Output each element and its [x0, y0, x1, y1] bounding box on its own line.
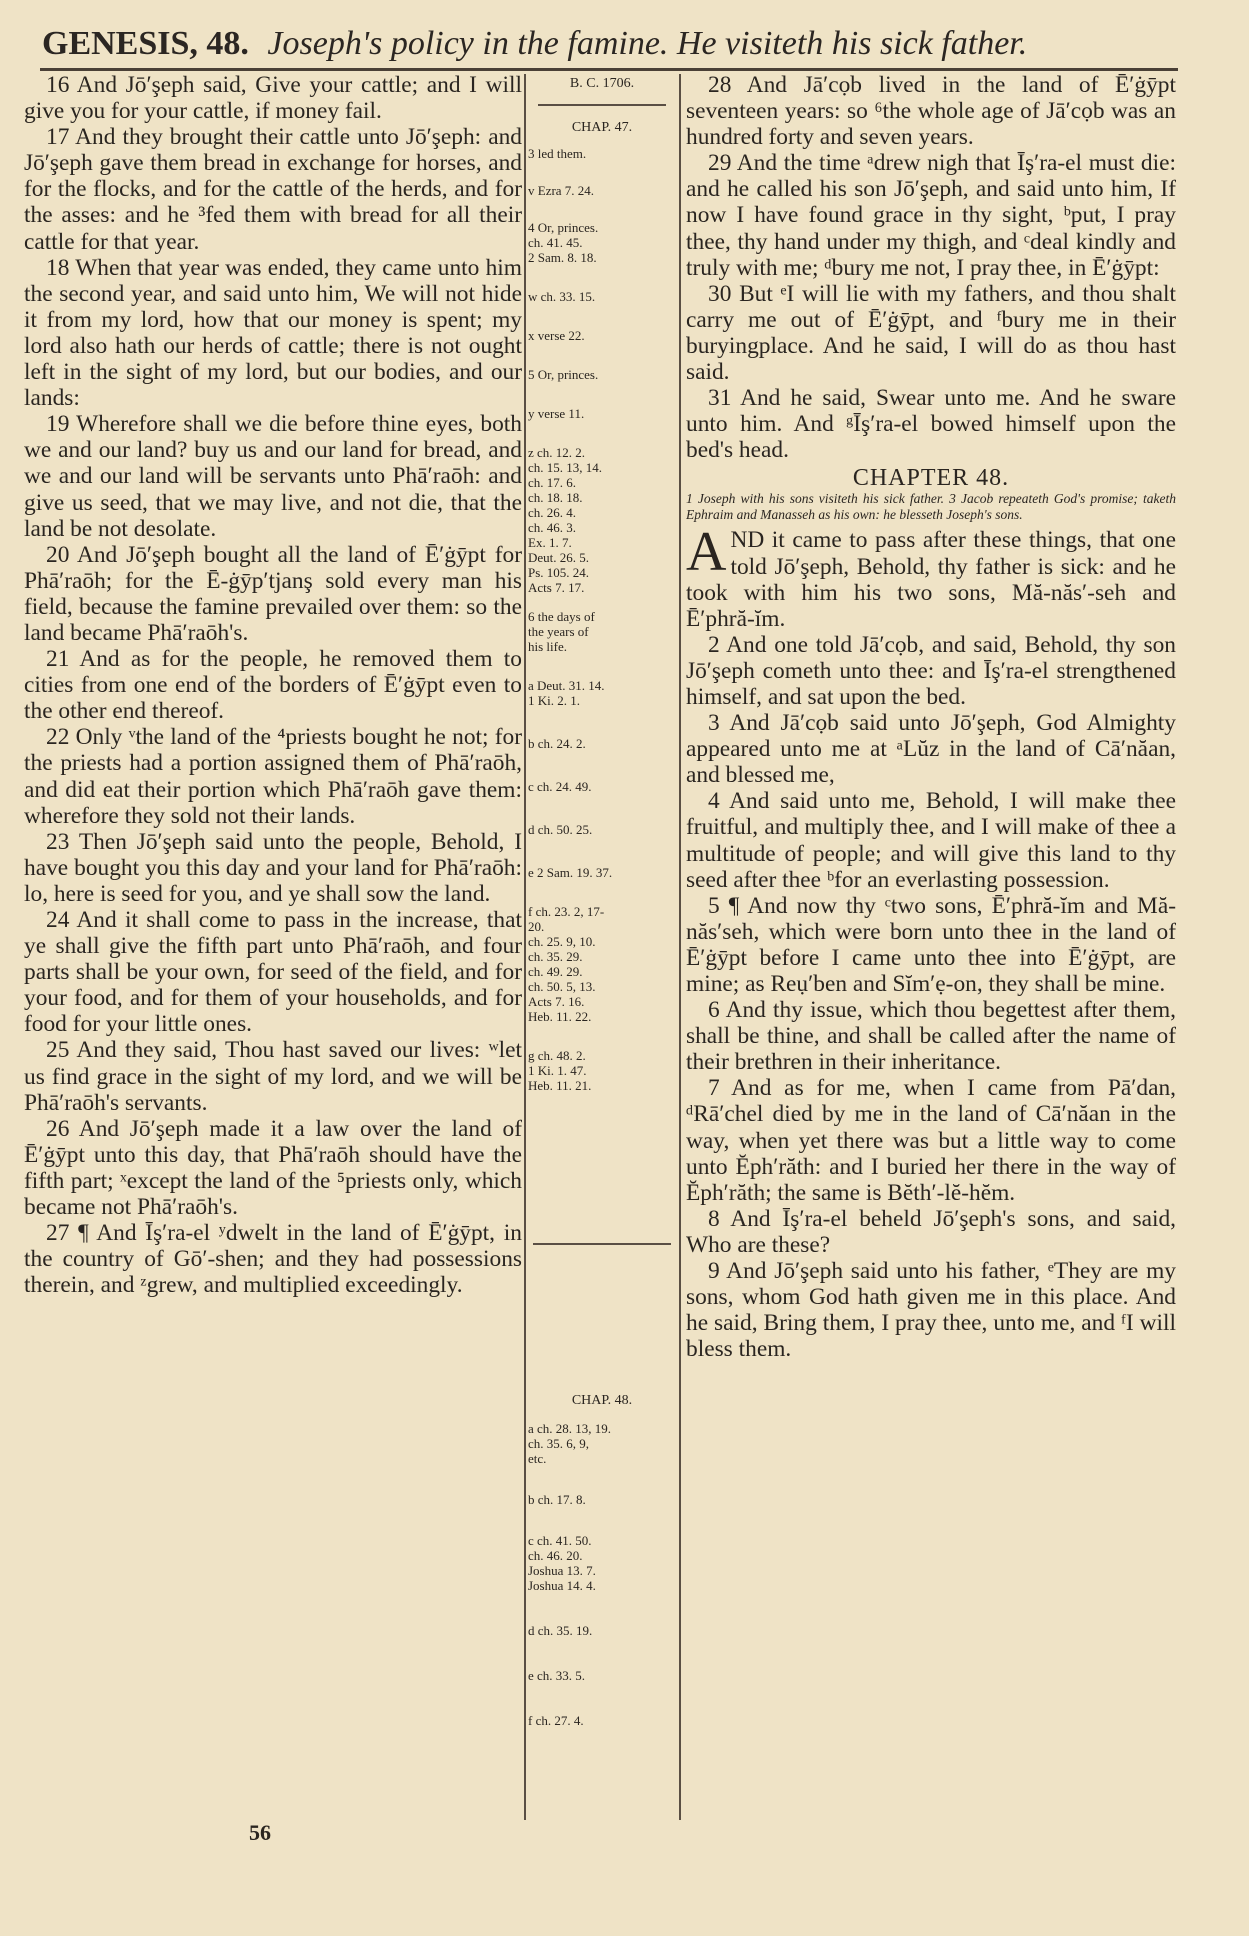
verse-18: 18 When that year was ended, they came unto him the second year, and said unto him, We will not hide it from my lord, how that our money is spent; my lord also hath our herds of cattle; there is not ought left in the sight of my lord, but our bodies, and our lands: — [24, 254, 522, 412]
verse-21: 21 And as for the people, he removed them to cities from one end of the borders of Ē′ġȳpt even to the other end thereof. — [24, 646, 522, 725]
left-text-column — [24, 72, 522, 1812]
ref-note: 4 Or, princes. ch. 41. 45. 2 Sam. 8. 18. — [528, 220, 599, 265]
ref-note: g ch. 48. 2. 1 Ki. 1. 47. Heb. 11. 21. — [528, 1048, 592, 1093]
verse-19: 19 Wherefore shall we die before thine eyes, both we and our land? buy us and our land for bread, and we and our land will be servants unto Phā′raōh: and give us seed, that we may live, and not die, that the land be not desolate. — [24, 411, 522, 542]
reference-rule-top — [538, 104, 666, 106]
running-header — [42, 22, 1178, 66]
verse-25: 25 And they said, Thou hast saved our lives: ʷlet us find grace in the sight of my lord, and we will be Phā′raōh's servants. — [24, 1037, 522, 1116]
verse-27: 27 ¶ And Īş′ra-el ʸdwelt in the land of Ē′ġȳpt, in the country of Gō′-shen; and they had possessions therein, and ᶻgrew, and multiplied exceedingly. — [24, 1220, 522, 1299]
ref-note: 5 Or, princes. — [528, 367, 599, 382]
ref-note: e 2 Sam. 19. 37. — [528, 865, 613, 880]
verse-30: 30 But ᵉI will lie with my fathers, and thou shalt carry me out of Ē′ġȳpt, and ᶠbury me in their buryingplace. And he said, I will do as thou hast said. — [686, 280, 1176, 386]
header-rule — [40, 68, 1178, 71]
ref-note: a Deut. 31. 14. 1 Ki. 2. 1. — [528, 678, 605, 708]
ref-note: a ch. 28. 13, 19. ch. 35. 6, 9, etc. — [528, 1421, 612, 1466]
verse-6: 6 And thy issue, which thou begettest after them, shall be thine, and shall be called after the name of their brethren in their inheritance. — [686, 997, 1176, 1076]
verse-29: 29 And the time ᵃdrew nigh that Īş′ra-el must die: and he called his son Jō′şeph, and said unto him, If now I have found grace in thy sight, ᵇput, I pray thee, thy hand under my thigh, and ᶜdeal kindly and truly with me; ᵈbury me not, I pray thee, in Ē′ġȳpt: — [686, 150, 1176, 281]
ref-note: w ch. 33. 15. — [528, 289, 596, 304]
ref-note: c ch. 24. 49. — [528, 779, 592, 794]
chapter-title: CHAPTER 48. — [852, 465, 1010, 492]
ref-note: y verse 11. — [528, 406, 585, 421]
ref-note: b ch. 24. 2. — [528, 736, 586, 751]
verse-24: 24 And it shall come to pass in the increase, that ye shall give the fifth part unto Phā′raōh, and four parts shall be your own, for seed of the field, and for your food, and for them of your households, and for food for your little ones. — [24, 907, 522, 1038]
right-column-rule — [679, 74, 681, 1820]
ref-note: e ch. 33. 5. — [528, 1668, 586, 1683]
verse-3: 3 And Jā′cọb said unto Jō′şeph, God Almighty appeared unto me at ᵃLŭz in the land of Cā′năan, and blessed me, — [686, 710, 1176, 789]
ref-note: 6 the days of the years of his life. — [528, 609, 595, 654]
reference-rule-mid — [533, 1243, 671, 1245]
ref-note: f ch. 23. 2, 17- 20. ch. 25. 9, 10. ch. 35. 29. ch. 49. 29. ch. 50. 5, 13. Acts 7. 16. Heb. 11. 22. — [528, 904, 605, 1024]
verse-9: 9 And Jō′şeph said unto his father, ᵉThey are my sons, whom God hath given me in this place. And he said, Bring them, I pray thee, unto me, and ᶠI will bless them. — [686, 1258, 1176, 1363]
drop-cap: A — [686, 521, 727, 584]
page-summary: Joseph's policy in the famine. He visiteth his sick father. — [267, 25, 1028, 62]
chap48-heading: CHAP. 48. — [571, 1393, 633, 1408]
verse-23: 23 Then Jō′şeph said unto the people, Behold, I have bought you this day and your land for Phā′raōh: lo, here is seed for you, and ye shall sow the land. — [24, 828, 522, 907]
ref-note: d ch. 50. 25. — [528, 822, 593, 837]
ref-note: c ch. 41. 50. ch. 46. 20. Joshua 13. 7. Joshua 14. 4. — [528, 1533, 596, 1593]
ref-note: d ch. 35. 19. — [528, 1623, 593, 1638]
verse-1-text: ND it came to pass after these things, that one told Jō′şeph, Behold, thy father is sick: and he took with him his two sons, Mă-năs′-seh and Ē′phră-ĭm. — [686, 527, 1176, 632]
verse-4: 4 And said unto me, Behold, I will make thee fruitful, and multiply thee, and I will make of thee a multitude of people; and will give this land to thy seed after thee ᵇfor an everlasting possession. — [686, 788, 1176, 893]
ref-note: z ch. 12. 2. ch. 15. 13, 14. ch. 17. 6. ch. 18. 18. ch. 26. 4. ch. 46. 3. Ex. 1. 7. Deut. 26. 5. Ps. 105. 24. Acts 7. 17. — [528, 445, 603, 595]
verse-31: 31 And he said, Swear unto me. And he sware unto him. And ᵍĪş′ra-el bowed himself upon the bed's head. — [686, 385, 1176, 464]
chap47-heading: CHAP. 47. — [571, 120, 633, 135]
ref-note: x verse 22. — [528, 328, 585, 343]
verse-8: 8 And Īş′ra-el beheld Jō′şeph's sons, and said, Who are these? — [686, 1205, 1176, 1258]
right-text-column — [686, 72, 1176, 1832]
ref-note: 3 led them. — [528, 146, 587, 161]
verse-22: 22 Only ᵛthe land of the ⁴priests bought he not; for the priests had a portion assigned them of Phā′raōh, and did eat their portion which Phā′raōh gave them: wherefore they sold not their lands. — [24, 724, 522, 829]
reference-column — [526, 72, 678, 1832]
verse-28: 28 And Jā′cọb lived in the land of Ē′ġȳpt seventeen years: so ⁶the whole age of Jā′cọb was an hundred forty and seven years. — [686, 72, 1176, 151]
verse-17: 17 And they brought their cattle unto Jō′şeph: and Jō′şeph gave them bread in exchange for horses, and for the flocks, and for the cattle of the herds, and for the asses: and he ³fed them with bread for all their cattle for that year. — [24, 124, 522, 255]
book-chapter-label: GENESIS, 48. — [42, 25, 249, 62]
verse-1 — [686, 521, 1176, 632]
page-number: 56 — [249, 1820, 271, 1845]
verse-20: 20 And Jō′şeph bought all the land of Ē′ġȳpt for Phā′raōh; for the Ē-ġȳp′tjanş sold every man his field, because the famine prevailed over them: so the land became Phā′raōh's. — [24, 541, 522, 646]
verse-5: 5 ¶ And now thy ᶜtwo sons, Ē′phră-ĭm and Mă-năs′seh, which were born unto thee in the land of Ē′ġȳpt before I came unto thee into Ē′ġȳpt, are mine; as Reụ′ben and Sĭm′ẹ-on, they shall be mine. — [686, 892, 1176, 997]
ref-note: v Ezra 7. 24. — [528, 183, 595, 198]
verse-7: 7 And as for me, when I came from Pā′dan, ᵈRā′chel died by me in the land of Cā′năan in the way, when yet there was but a little way to come unto Ĕph′răth: and I buried her there in the way of Ĕph′răth; the same is Bĕth′-lĕ-hĕm. — [686, 1075, 1176, 1206]
verse-26: 26 And Jō′şeph made it a law over the land of Ē′ġȳpt unto this day, that Phā′raōh should have the fifth part; ˣexcept the land of the ⁵priests only, which became not Phā′raōh's. — [24, 1115, 522, 1221]
ref-note: b ch. 17. 8. — [528, 1492, 586, 1507]
date-label: B. C. 1706. — [569, 76, 635, 91]
chapter-summary: 1 Joseph with his sons visiteth his sick father. 3 Jacob repeateth God's promise; taketh Ephraim and Manasseh as his own: he blesseth Joseph's sons. — [686, 491, 1176, 523]
verse-2: 2 And one told Jā′cọb, and said, Behold, thy son Jō′şeph cometh unto thee: and Īş′ra-el strengthened himself, and sat upon the bed. — [686, 631, 1176, 710]
verse-16: 16 And Jō′şeph said, Give your cattle; and I will give you for your cattle, if money fail. — [24, 72, 522, 125]
ref-note: f ch. 27. 4. — [528, 1713, 584, 1728]
